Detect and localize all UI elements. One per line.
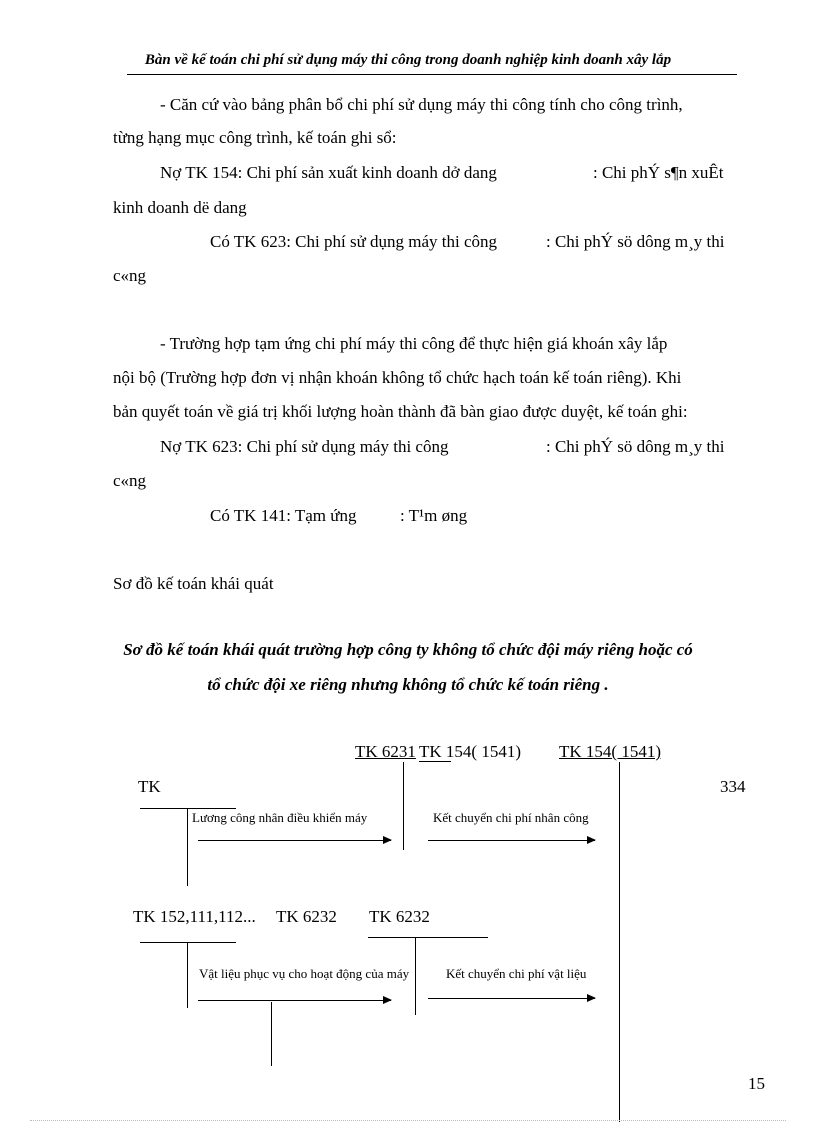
para2-line2: nội bộ (Trường hợp đơn vị nhận khoán không tổ chức hạch toán kế toán riêng). Khi <box>113 368 682 387</box>
arrow-luong <box>198 840 391 841</box>
entry-no-154: Nợ TK 154: Chi phí sản xuất kinh doanh dở dang <box>160 163 497 182</box>
tk-6231-label: TK 6231 <box>355 742 416 761</box>
tk-154-label-b: TK 154( 1541) <box>559 742 661 761</box>
entry-no-154-cont: kinh doanh dë dang <box>113 198 247 217</box>
tk-334-label: 334 <box>720 777 746 796</box>
tk-334-label-prefix: TK <box>138 777 161 796</box>
tk-152-stem <box>187 942 188 1008</box>
entry-no-623-alt: : Chi phÝ sö dông m¸y thi <box>546 437 725 456</box>
arrow-kc-nhan-cong <box>428 840 595 841</box>
diagram-caption-line2: tổ chức đội xe riêng nhưng không tổ chức kế toán riêng . <box>207 675 609 694</box>
entry-no-623-cont: c«ng <box>113 471 147 490</box>
tk-154-label-a: TK 154( 1541) <box>419 742 521 761</box>
tk-6232-stem <box>415 937 416 1015</box>
entry-no-154-alt: : Chi phÝ s¶n xuÊt <box>593 163 724 182</box>
arrow-kc-vat-lieu <box>428 998 595 999</box>
entry-co-623-cont: c«ng <box>113 266 147 285</box>
tk-152-label: TK 152,111,112... <box>133 907 256 926</box>
label-kc-vat-lieu: Kết chuyển chi phí vật liệu <box>446 966 587 981</box>
tk-154-stem <box>619 762 620 1122</box>
entry-no-623: Nợ TK 623: Chi phí sử dụng máy thi công <box>160 437 449 456</box>
arrow-vat-lieu <box>198 1000 391 1001</box>
tk-vat-lieu-stem <box>271 1002 272 1066</box>
section-title: Sơ đồ kế toán khái quát <box>113 574 274 593</box>
entry-co-623: Có TK 623: Chi phí sử dụng máy thi công <box>210 232 498 251</box>
para1-line2: từng hạng mục công trình, kế toán ghi sổ: <box>113 128 397 147</box>
tk-154-underline <box>419 761 451 762</box>
para2-line3: bản quyết toán về giá trị khối lượng hoàn thành đã bàn giao được duyệt, kế toán ghi: <box>113 402 688 421</box>
para1-line1: - Căn cứ vào bảng phân bổ chi phí sử dụng máy thi công tính cho công trình, <box>160 95 683 114</box>
entry-co-141-alt: : T¹m øng <box>400 506 468 525</box>
page-number: 15 <box>748 1074 765 1093</box>
tk-6231-stem <box>403 762 404 850</box>
label-kc-nhan-cong: Kết chuyển chi phí nhân công <box>433 810 589 825</box>
document-header: Bàn về kế toán chi phí sử dụng máy thi công trong doanh nghiệp kinh doanh xây lắp <box>144 52 672 68</box>
tk-334-bar <box>140 808 236 809</box>
tk-152-bar <box>140 942 236 943</box>
diagram-caption-line1: Sơ đồ kế toán khái quát trường hợp công ty không tổ chức đội máy riêng hoặc có <box>123 640 693 659</box>
entry-co-623-alt: : Chi phÝ sö dông m¸y thi <box>546 232 725 251</box>
tk-6232-label-a: TK 6232 <box>276 907 337 926</box>
header-rule <box>127 74 737 75</box>
label-luong: Lương công nhân điều khiển máy <box>192 810 368 825</box>
tk-6232-bar <box>368 937 488 938</box>
entry-co-141: Có TK 141: Tạm ứng <box>210 506 357 525</box>
tk-6232-label-b: TK 6232 <box>369 907 430 926</box>
tk-334-stem <box>187 808 188 886</box>
label-vat-lieu: Vật liệu phục vụ cho hoạt động của máy <box>199 966 410 981</box>
para2-line1: - Trường hợp tạm ứng chi phí máy thi công để thực hiện giá khoán xây lắp <box>160 334 668 353</box>
footer-rule <box>30 1120 786 1121</box>
